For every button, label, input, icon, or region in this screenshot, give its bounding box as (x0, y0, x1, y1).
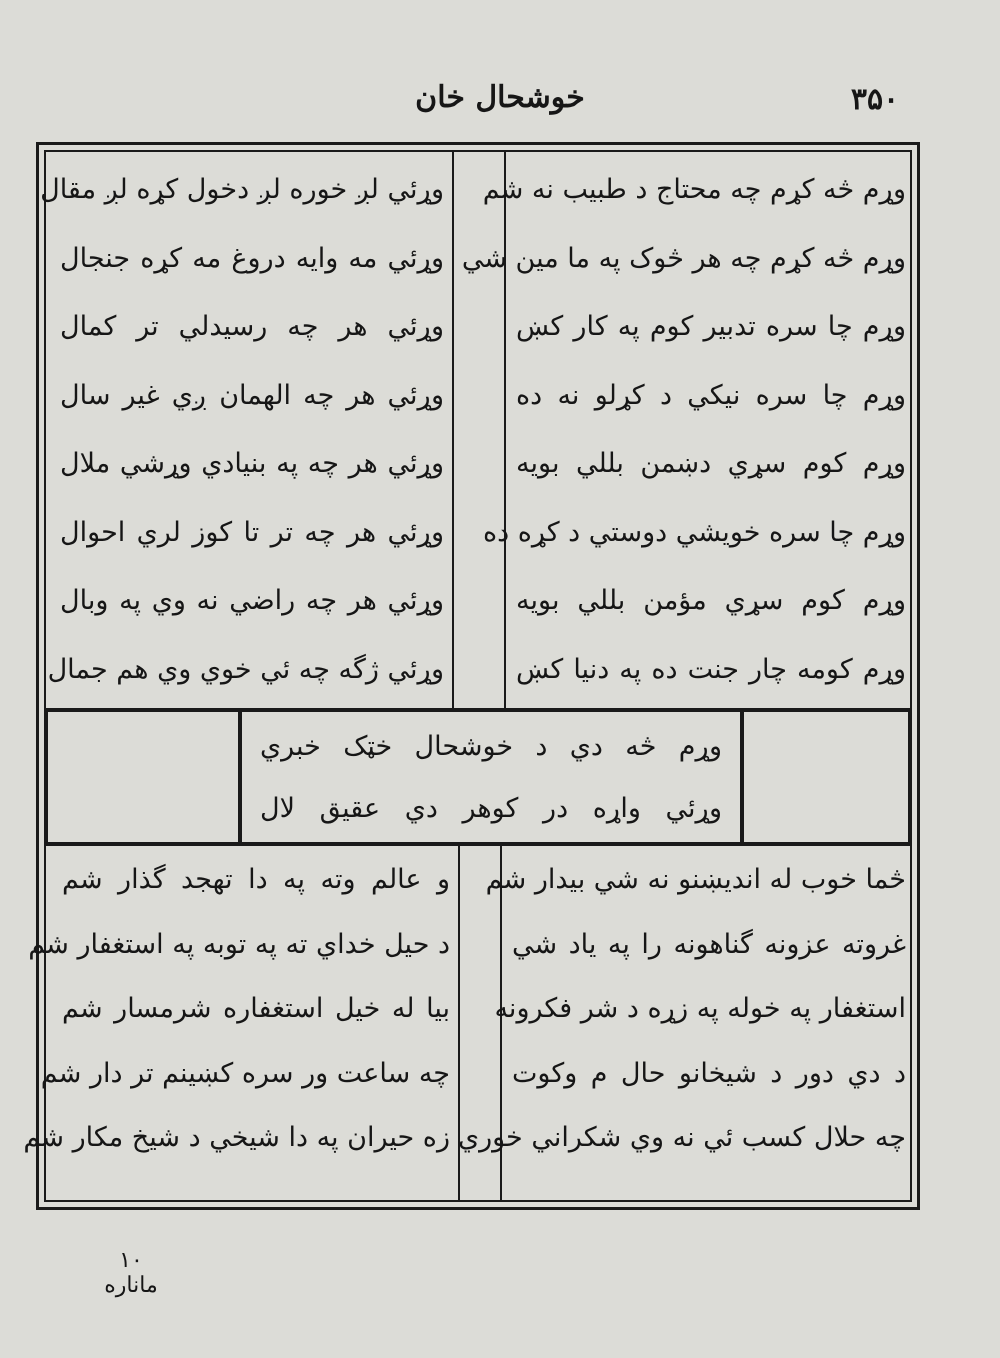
verse-line: وړئي هر چه الهمان ږي غیر سال (60, 379, 444, 411)
center-verse-2: وړئي واړه در کوهر دي عقیق لال (260, 793, 722, 824)
verse-line: وړم کوم سړي مؤمن بللي بویه (516, 585, 906, 616)
verse-line: وړم چا سره خویشي دوستي د کړه ده (482, 516, 906, 548)
verse-line: وړم کومه چار جنت ده په دنیا کښ (516, 653, 906, 685)
running-title: خوشحال خان (415, 80, 585, 115)
top-right-column (461, 156, 906, 704)
verse-line: وړم چا سره تدبیر کوم په کار کښ (516, 311, 906, 342)
verse-line: وړئي هر چه تر تا کوز لري احوال (60, 516, 444, 548)
verse-line: وړم چا سره نیکي د کړلو نه ده (516, 379, 906, 411)
bottom-right-column (457, 848, 906, 1171)
verse-line: غروته عزونه گناهونه را په یاد شي (512, 928, 906, 960)
verse-line: د دي دور د شیخانو حال م وکوت (512, 1057, 906, 1089)
verse-line: بیا له خیل استغفاره شرمسار شم (62, 993, 450, 1024)
verse-line: څما خوب له اندیښنو نه شي بیدار شم (485, 864, 906, 895)
verse-line: چه حلال کسب ئي نه وي شکراني خوري (457, 1122, 906, 1153)
middle-right-box (742, 710, 910, 844)
verse-line: و عالم وته په دا تهجد گذار شم (62, 864, 450, 895)
signature-mark: ۱۰ ماناره (104, 1248, 158, 1298)
verse-line: وړئي هر چه راضي نه وي په وبال (60, 585, 444, 616)
verse-line: وړم څه کړم چه محتاج د طبیب نه شم (482, 174, 906, 205)
verse-line: وړئي هر چه رسیدلي تر کمال (60, 311, 444, 342)
verse-line: وړئي لږ خوره لږ دخول کړه لږ مقال (40, 174, 444, 205)
top-left-column (40, 156, 444, 704)
middle-left-box (46, 710, 240, 844)
verse-line: د حیل خداي ته په توبه په استغفار شم (28, 928, 450, 960)
bottom-section-rule (46, 844, 910, 846)
verse-line: وړم کوم سړي دښمن بللي بویه (516, 448, 906, 479)
center-couplet-box (240, 710, 742, 844)
top-column-rule-left (452, 152, 454, 708)
center-verse-1: وړم څه دي د خوشحال خټک خبري (260, 731, 722, 762)
verse-line: وړئي هر چه په بنیادي وړشي ملال (60, 448, 444, 479)
verse-line: استغفار په خوله په زړه د شر فکرونه (494, 993, 906, 1024)
verse-line: وړم څه کړم چه هر څوک په ما مین شي (461, 242, 906, 274)
bottom-left-column (23, 848, 450, 1171)
verse-line: زه حیران په دا شیخي د شیخ مکار شم (23, 1122, 450, 1153)
verse-line: چه ساعت ور سره کښینم تر دار شم (40, 1057, 450, 1089)
verse-line: وړئي مه وایه دروغ مه کړه جنجال (60, 242, 444, 274)
page-number: ۳۵۰ (850, 82, 900, 117)
verse-line: وړئي ژگه چه ئي خوي وي هم جمال (47, 653, 444, 685)
